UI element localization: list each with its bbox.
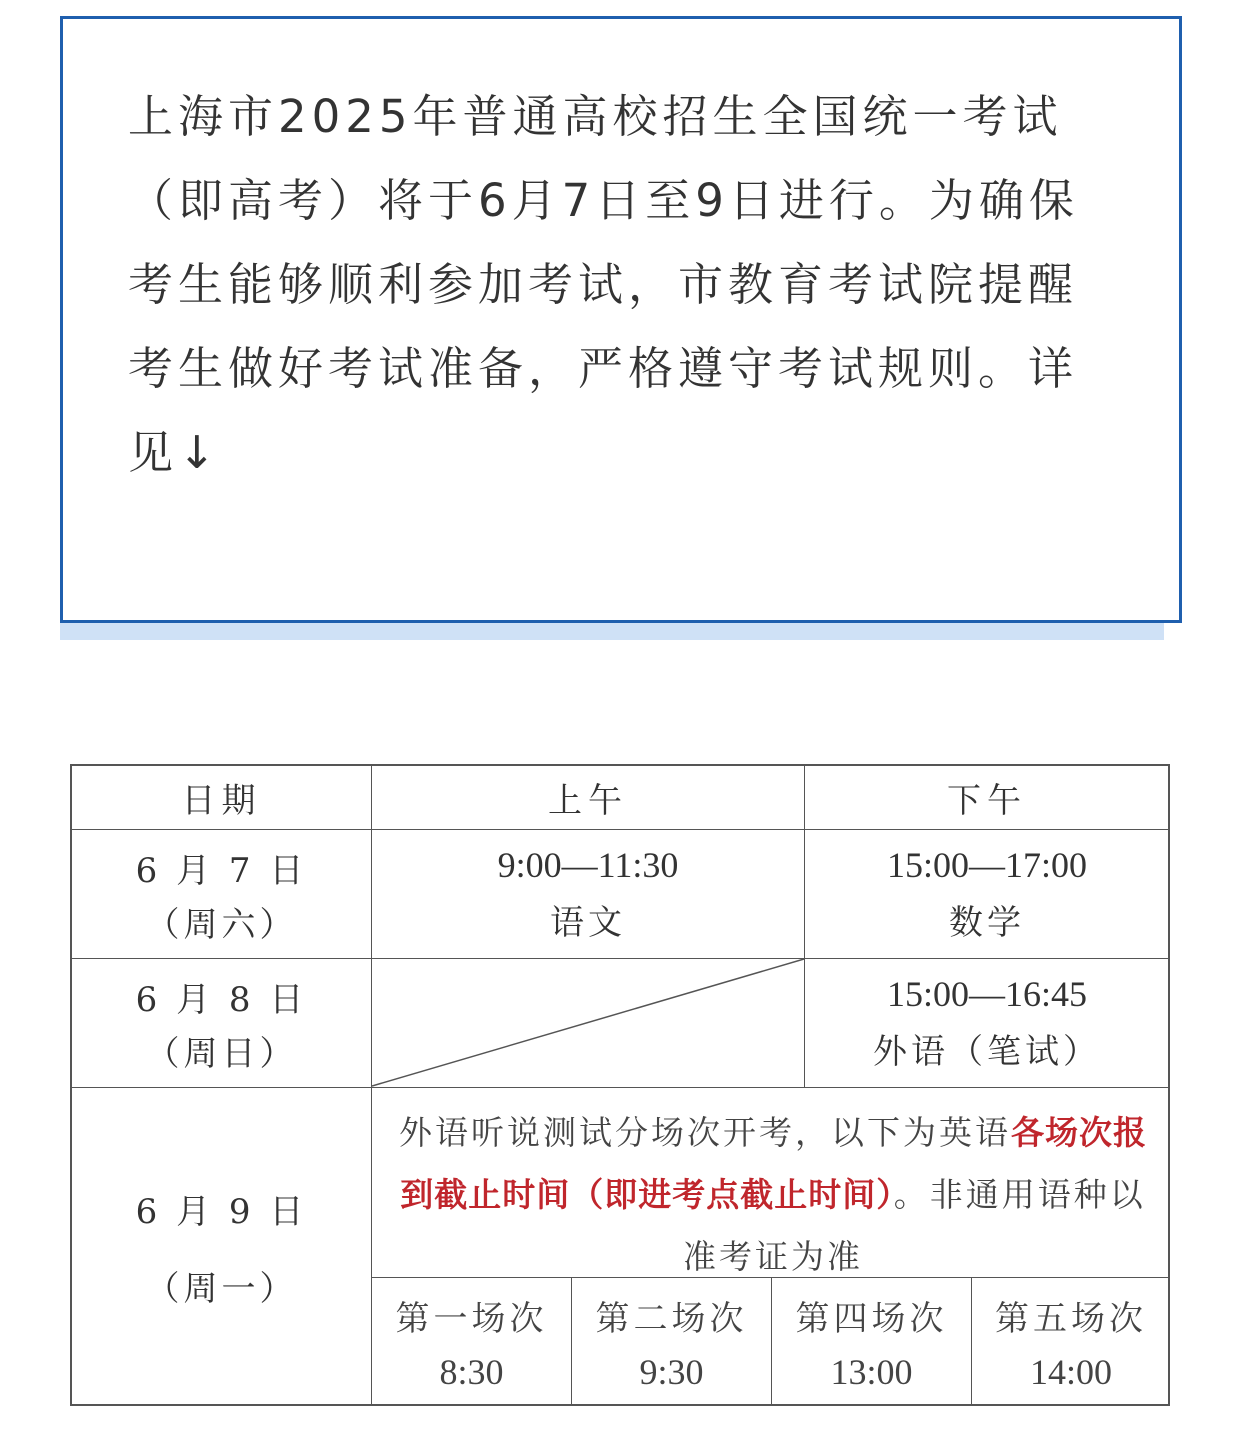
day2-pm-subject: 外语（笔试） (873, 1031, 1101, 1072)
session-time: 9:30 (639, 1351, 704, 1392)
day2-afternoon-cell (805, 959, 1170, 1088)
session-time: 8:30 (439, 1351, 504, 1392)
session-time: 13:00 (830, 1351, 913, 1392)
session-time: 14:00 (1029, 1351, 1112, 1392)
day1-date: 6 月 7 日 (135, 850, 308, 891)
header-afternoon: 下午 (805, 766, 1170, 830)
day2-date-cell (72, 959, 372, 1088)
session-cell (972, 1278, 1170, 1406)
day3-date-cell (72, 1088, 372, 1406)
day1-am-subject: 语文 (550, 902, 626, 943)
listening-test-note (372, 1088, 1170, 1278)
intro-shadow (60, 622, 1164, 640)
day1-morning-cell (372, 830, 805, 959)
day2-weekday: （周日） (145, 1033, 298, 1074)
day3-date: 6 月 9 日 (135, 1191, 308, 1232)
session-name: 第五场次 (995, 1299, 1147, 1340)
session-cell (572, 1278, 772, 1406)
exam-schedule-table (70, 764, 1170, 1406)
day1-afternoon-cell (805, 830, 1170, 959)
session-name: 第一场次 (395, 1299, 548, 1340)
day1-date-cell (72, 830, 372, 959)
session-cell (772, 1278, 972, 1406)
day2-morning-empty-cell (372, 959, 805, 1088)
session-name: 第四场次 (795, 1299, 948, 1340)
note-highlight: 各场次报到截止时间（即进考点截止时间） (400, 1113, 1147, 1214)
day2-date: 6 月 8 日 (135, 979, 308, 1020)
day1-pm-subject: 数学 (949, 902, 1025, 943)
note-text-end: 。非通用语种以准考证为准 (683, 1175, 1146, 1276)
day3-weekday: （周一） (145, 1268, 298, 1309)
day1-am-time: 9:00—11:30 (497, 845, 679, 886)
diagonal-slash (372, 959, 805, 1088)
intro-text: 上海市2025年普通高校招生全国统一考试（即高考）将于6月7日至9日进行。为确保考生能够顺利参加考试，市教育考试院提醒考生做好考试准备，严格遵守考试规则。详见↓ (128, 90, 1079, 479)
day1-pm-time: 15:00—17:00 (886, 845, 1087, 886)
note-text: 外语听说测试分场次开考，以下为英语 (399, 1113, 1011, 1152)
header-date: 日期 (72, 766, 372, 830)
session-name: 第二场次 (595, 1299, 748, 1340)
session-cell (372, 1278, 572, 1406)
intro-card (60, 16, 1182, 623)
header-morning: 上午 (372, 766, 805, 830)
day1-weekday: （周六） (145, 904, 298, 945)
day2-pm-time: 15:00—16:45 (886, 974, 1087, 1015)
